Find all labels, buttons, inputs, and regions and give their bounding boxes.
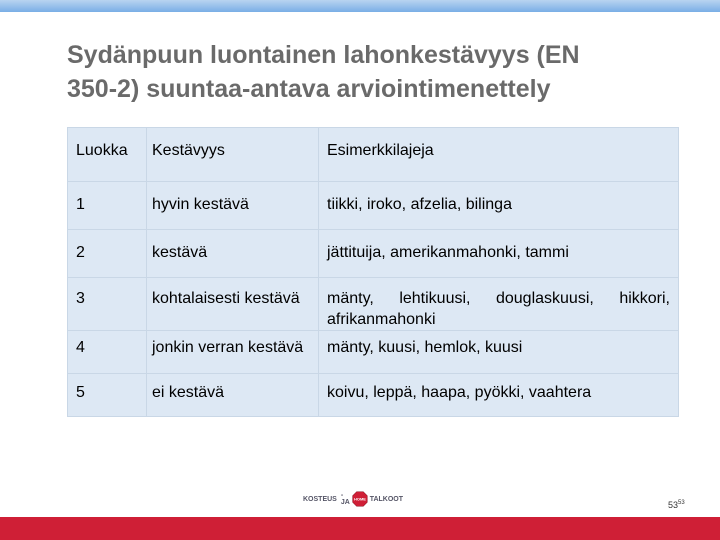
- logo-text-left: KOSTEUS: [303, 495, 337, 503]
- slide-title-line-2: 350-2) suuntaa-antava arviointimenettely: [67, 75, 551, 103]
- class-cell: 2: [68, 230, 147, 278]
- table-row: [68, 230, 679, 278]
- class-cell: 1: [68, 182, 147, 230]
- top-accent-bar: [0, 0, 720, 12]
- examples-cell: mänty, kuusi, hemlok, kuusi: [319, 331, 679, 374]
- durability-cell: hyvin kestävä: [147, 182, 319, 230]
- class-cell: 3: [68, 278, 147, 331]
- table-row: [68, 182, 679, 230]
- table-row: [68, 374, 679, 417]
- class-cell: 4: [68, 331, 147, 374]
- table-row: [68, 331, 679, 374]
- durability-table: [67, 127, 679, 417]
- slide-title: [67, 38, 687, 106]
- logo-text-right: TALKOOT: [369, 495, 403, 503]
- header-luokka: Luokka: [68, 128, 147, 182]
- slide-title-line-1: Sydänpuun luontainen lahonkestävyys (EN: [67, 41, 580, 69]
- bottom-accent-bar: [0, 517, 720, 540]
- durability-cell: kohtalaisesti kestävä: [147, 278, 319, 331]
- examples-cell: tiikki, iroko, afzelia, bilinga: [319, 182, 679, 230]
- examples-cell: mänty, lehtikuusi, douglaskuusi, hikkori, afrikanmahonki: [319, 278, 679, 331]
- class-cell: 5: [68, 374, 147, 417]
- table-row: [68, 278, 679, 331]
- examples-cell: koivu, leppä, haapa, pyökki, vaahtera: [319, 374, 679, 417]
- page-number-sup: 53: [678, 500, 685, 506]
- page-number-main: 53: [668, 500, 679, 510]
- table-header-row: [68, 128, 679, 182]
- header-esimerkkilajeja: Esimerkkilajeja: [319, 128, 679, 182]
- stop-sign-icon: [352, 487, 368, 511]
- header-kestavyys: Kestävyys: [147, 128, 319, 182]
- logo-text-mid: -JA: [340, 492, 350, 506]
- durability-cell: kestävä: [147, 230, 319, 278]
- page-number: [668, 500, 685, 510]
- campaign-logo: [303, 487, 403, 511]
- examples-cell: jättituija, amerikanmahonki, tammi: [319, 230, 679, 278]
- logo-sign-text: HOME: [353, 496, 366, 502]
- durability-cell: jonkin verran kestävä: [147, 331, 319, 374]
- durability-cell: ei kestävä: [147, 374, 319, 417]
